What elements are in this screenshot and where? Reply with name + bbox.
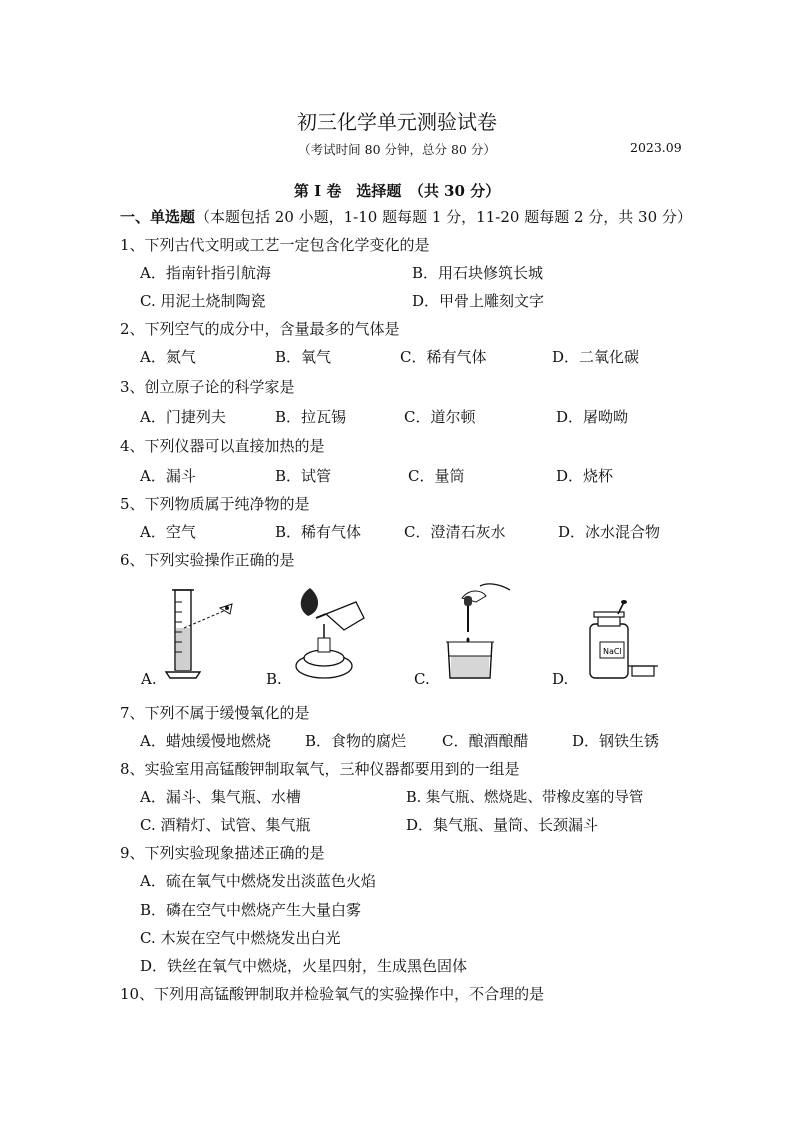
question-6-option-b: B. bbox=[266, 670, 282, 688]
nacl-label: NaCl bbox=[603, 647, 622, 656]
question-7-option-b: B．食物的腐烂 bbox=[305, 732, 407, 750]
question-4-stem: 4、下列仪器可以直接加热的是 bbox=[120, 437, 325, 455]
question-7-option-c: C．酿酒酿醋 bbox=[442, 732, 529, 750]
question-3-option-b: B．拉瓦锡 bbox=[275, 408, 347, 426]
part-heading: 第 I 卷 选择题 （共 30 分） bbox=[293, 182, 501, 200]
question-7-stem: 7、下列不属于缓慢氧化的是 bbox=[120, 704, 310, 722]
question-5-stem: 5、下列物质属于纯净物的是 bbox=[120, 495, 310, 513]
question-9-stem: 9、下列实验现象描述正确的是 bbox=[120, 844, 325, 862]
exam-title: 初三化学单元测验试卷 bbox=[297, 110, 497, 134]
question-8-option-b: B. 集气瓶、燃烧匙、带橡皮塞的导管 bbox=[406, 790, 644, 806]
question-3-stem: 3、创立原子论的科学家是 bbox=[120, 378, 295, 396]
question-5-option-a: A．空气 bbox=[140, 523, 196, 541]
section-heading bbox=[120, 206, 692, 227]
question-1-option-b: B．用石块修筑长城 bbox=[412, 264, 544, 282]
question-4-option-b: B．试管 bbox=[275, 467, 332, 485]
question-5-option-d: D．冰水混合物 bbox=[558, 523, 661, 541]
question-9-option-d: D．铁丝在氧气中燃烧，火星四射，生成黑色固体 bbox=[140, 957, 468, 975]
question-1-option-d: D．甲骨上雕刻文字 bbox=[412, 292, 545, 310]
question-1-option-a: A．指南针指引航海 bbox=[140, 264, 271, 282]
question-6-option-d: D. bbox=[552, 670, 569, 688]
question-2-option-c: C．稀有气体 bbox=[400, 348, 487, 366]
question-4-option-d: D．烧杯 bbox=[556, 467, 614, 485]
question-6-stem: 6、下列实验操作正确的是 bbox=[120, 551, 295, 569]
question-7-option-a: A．蜡烛缓慢地燃烧 bbox=[140, 732, 271, 750]
question-9-option-a: A．硫在氧气中燃烧发出淡蓝色火焰 bbox=[140, 872, 376, 890]
question-3-option-a: A．门捷列夫 bbox=[140, 408, 226, 426]
question-5-option-b: B．稀有气体 bbox=[275, 523, 362, 541]
dropper-beaker-figure bbox=[440, 580, 520, 684]
question-2-option-d: D．二氧化碳 bbox=[552, 348, 640, 366]
exam-date: 2023.09 bbox=[630, 140, 682, 155]
nacl-bottle-figure bbox=[584, 600, 664, 682]
question-10-stem: 10、下列用高锰酸钾制取并检验氧气的实验操作中，不合理的是 bbox=[120, 985, 545, 1003]
question-9-option-b: B．磷在空气中燃烧产生大量白雾 bbox=[140, 901, 362, 919]
question-8-option-a: A．漏斗、集气瓶、水槽 bbox=[140, 788, 301, 806]
exam-subtitle: （考试时间 80 分钟，总分 80 分） bbox=[298, 142, 496, 157]
question-3-option-d: D．屠呦呦 bbox=[556, 408, 629, 426]
question-4-option-c: C．量筒 bbox=[408, 467, 465, 485]
section-label: 一、单选题 bbox=[120, 208, 196, 226]
question-1-option-c: C. 用泥土烧制陶瓷 bbox=[140, 292, 266, 310]
question-2-option-b: B．氧气 bbox=[275, 348, 332, 366]
question-8-option-d: D．集气瓶、量筒、长颈漏斗 bbox=[406, 816, 599, 834]
alcohol-lamp-figure bbox=[286, 584, 376, 684]
question-8-option-c: C. 酒精灯、试管、集气瓶 bbox=[140, 816, 311, 834]
question-7-option-d: D．钢铁生锈 bbox=[572, 732, 660, 750]
question-2-option-a: A．氮气 bbox=[140, 348, 196, 366]
question-2-stem: 2、下列空气的成分中，含量最多的气体是 bbox=[120, 320, 400, 338]
question-3-option-c: C．道尔顿 bbox=[404, 408, 476, 426]
graduated-cylinder-figure bbox=[160, 584, 240, 684]
question-6-option-a: A. bbox=[141, 670, 157, 688]
question-5-option-c: C．澄清石灰水 bbox=[404, 523, 506, 541]
question-9-option-c: C. 木炭在空气中燃烧发出白光 bbox=[140, 929, 341, 947]
question-6-option-c: C. bbox=[414, 670, 430, 688]
question-8-stem: 8、实验室用高锰酸钾制取氧气，三种仪器都要用到的一组是 bbox=[120, 760, 520, 778]
question-1-stem: 1、下列古代文明或工艺一定包含化学变化的是 bbox=[120, 236, 430, 254]
section-note: （本题包括 20 小题，1-10 题每题 1 分，11-20 题每题 2 分，共 30 分） bbox=[195, 208, 692, 226]
question-4-option-a: A．漏斗 bbox=[140, 467, 196, 485]
